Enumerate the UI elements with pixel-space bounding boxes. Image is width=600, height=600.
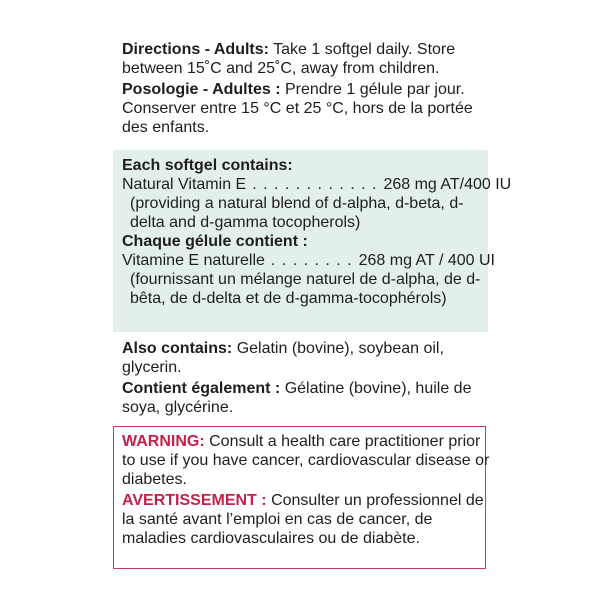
leader-dots-french: . . . . . . . .: [270, 252, 353, 269]
also-contains-english: [122, 339, 492, 377]
contents-english-heading: Each softgel contains:: [122, 157, 293, 174]
also-contains-french: [122, 379, 492, 417]
warning-english-text: Consult a health care practitioner prior to use if you have cancer, cardiovascular disease or diabetes.: [122, 433, 490, 488]
directions-english-heading: Directions - Adults:: [122, 41, 269, 58]
warning-french: [122, 491, 492, 548]
directions-french: [122, 80, 492, 137]
warning-french-heading: AVERTISSEMENT :: [122, 492, 267, 509]
directions-section: [122, 40, 492, 139]
also-contains-english-heading: Also contains:: [122, 340, 233, 357]
ingredient-note-english: (providing a natural blend of d-alpha, d-beta, d-delta and d-gamma tocopherols): [130, 195, 464, 231]
contents-french-ingredient-row: [122, 251, 495, 270]
directions-french-heading: Posologie - Adultes :: [122, 81, 281, 98]
ingredient-name-french: Vitamine E naturelle: [122, 252, 265, 269]
also-contains-french-heading: Contient également :: [122, 380, 281, 397]
contents-section: [122, 156, 512, 308]
directions-english: [122, 40, 492, 78]
contents-french-heading: Chaque gélule contient :: [122, 233, 308, 250]
ingredient-name-english: Natural Vitamin E: [122, 176, 247, 193]
also-contains-section: [122, 339, 492, 419]
directions-french-text: Prendre 1 gélule par jour. Conserver entre 15 °C et 25 °C, hors de la portée des enfants.: [122, 81, 473, 136]
also-contains-english-text: Gelatin (bovine), soybean oil, glycerin.: [122, 340, 444, 376]
warning-french-text: Consulter un professionnel de la santé avant l’emploi en cas de cancer, de maladies cardiovasculaires ou de diabète.: [122, 492, 484, 547]
ingredient-amount-french: 268 mg AT / 400 UI: [358, 252, 495, 269]
ingredient-amount-english: 268 mg AT/400 IU: [383, 176, 512, 193]
ingredient-note-french: (fournissant un mélange naturel de d-alpha, de d-bêta, de d-delta et de d-gamma-tocophérols): [130, 271, 481, 307]
warning-english: [122, 432, 492, 489]
directions-english-text: Take 1 softgel daily. Store between 15˚C and 25˚C, away from children.: [122, 41, 456, 77]
warning-english-heading: WARNING:: [122, 433, 205, 450]
also-contains-french-text: Gélatine (bovine), huile de soya, glycérine.: [122, 380, 472, 416]
contents-english-ingredient-row: [122, 175, 512, 194]
warning-section: [122, 432, 492, 550]
leader-dots-english: . . . . . . . . . . . .: [252, 176, 378, 193]
